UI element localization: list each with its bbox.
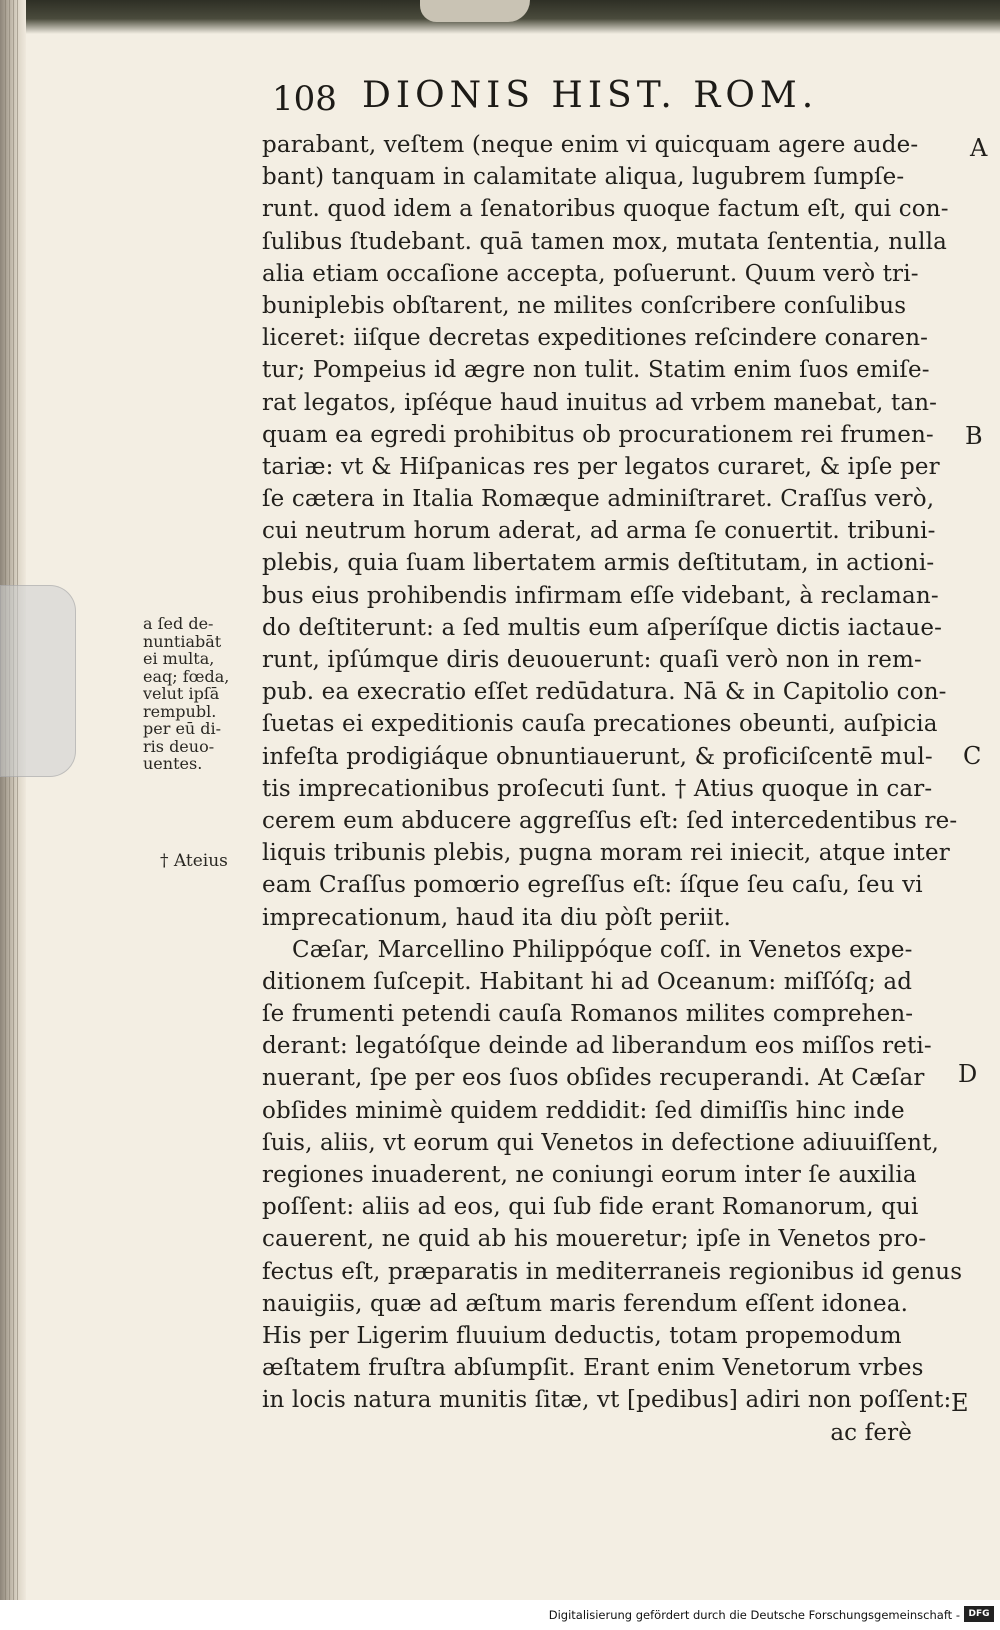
text-line: regiones inuaderent, ne coniungi eorum inter ſe auxilia bbox=[262, 1162, 917, 1188]
text-line: eam Craſſus pomœrio egreſſus eſt: íſque ſeu caſu, ſeu vi bbox=[262, 872, 923, 899]
text-line: cauerent, ne quid ab his moueretur; ipſe in Venetos pro- bbox=[262, 1226, 927, 1253]
text-line: fectus eſt, præparatis in mediterraneis regionibus id genus bbox=[262, 1258, 963, 1285]
text-line: tis imprecationibus proſecuti ſunt. † Atius quoque in car- bbox=[262, 775, 933, 802]
marginal-line: a ſed de- bbox=[143, 614, 214, 633]
text-line: quam ea egredi prohibitus ob procurationem rei frumen- bbox=[262, 421, 934, 448]
text-line: bant) tanquam in calamitate aliqua, lugubrem ſumpſe- bbox=[262, 164, 905, 191]
text-line: liquis tribunis plebis, pugna moram rei iniecit, atque inter bbox=[262, 840, 950, 867]
marginal-line: uentes. bbox=[143, 754, 203, 773]
footer-credit: Digitalisierung gefördert durch die Deutsche Forschungsgemeinschaft - bbox=[548, 1608, 960, 1622]
main-text bbox=[262, 129, 962, 1449]
running-title: DIONIS HIST. ROM. bbox=[362, 75, 819, 116]
marginal-line: rempubl. bbox=[143, 701, 217, 721]
text-line: runt. quod idem a ſenatoribus quoque factum eſt, qui con- bbox=[262, 196, 949, 223]
text-line: buniplebis obſtarent, ne milites conſcribere conſulibus bbox=[262, 292, 907, 319]
text-line: ſuis, aliis, vt eorum qui Venetos in defectione adiuuiſſent, bbox=[262, 1129, 939, 1156]
page-top-edge bbox=[0, 0, 1000, 34]
text-line: do deſtiterunt: a ſed multis eum aſperíſque dictis iactaue- bbox=[262, 614, 943, 641]
text-line: infeſta prodigiáque obnuntiauerunt, & proficiſcentē mul- bbox=[262, 743, 933, 770]
section-letter-b: B bbox=[965, 422, 983, 450]
text-line: runt, ipſúmque diris deuouerunt: quaſi verò non in rem- bbox=[262, 647, 922, 673]
text-line: derant: legatóſque deinde ad liberandum eos miſſos reti- bbox=[262, 1033, 932, 1060]
page-clip bbox=[0, 585, 76, 777]
marginal-line: eaq; fœda, bbox=[143, 666, 230, 686]
text-line: in locis natura munitis ſitæ, vt [pedibus] adiri non poſſent: bbox=[262, 1387, 952, 1414]
text-line: parabant, veſtem (neque enim vi quicquam agere aude- bbox=[262, 132, 919, 158]
footer-bar bbox=[0, 1600, 1000, 1630]
marginal-line: ris deuo- bbox=[143, 736, 215, 756]
text-line: nauigiis, quæ ad æſtum maris ferendum eſſent idonea. bbox=[262, 1290, 909, 1317]
text-line: obſides minimè quidem reddidit: ſed dimiſſis hinc inde bbox=[262, 1097, 905, 1124]
text-line: ſulibus ſtudebant. quā tamen mox, mutata ſententia, nulla bbox=[262, 228, 947, 255]
page-number: 108 bbox=[272, 79, 337, 119]
section-letter-c: C bbox=[963, 742, 982, 770]
text-line: ſe frumenti petendi cauſa Romanos milites comprehen- bbox=[262, 1001, 914, 1028]
text-line: Cæſar, Marcellino Philippóque coſſ. in Venetos expe- bbox=[292, 936, 913, 963]
text-line: poſſent: aliis ad eos, qui ſub fide erant Romanorum, qui bbox=[262, 1194, 919, 1221]
marginal-line: ei multa, bbox=[143, 649, 215, 668]
marginal-note bbox=[143, 615, 258, 773]
text-line: alia etiam occaſione accepta, poſuerunt. Quum verò tri- bbox=[262, 260, 919, 287]
text-line: imprecationum, haud ita diu pòſt periit. bbox=[262, 904, 732, 931]
catchword: ac ferè bbox=[830, 1419, 912, 1446]
text-line: ſe cætera in Italia Romæque adminiſtraret. Craſſus verò, bbox=[262, 486, 935, 513]
dfg-logo: DFG bbox=[964, 1606, 994, 1622]
text-line: ditionem ſuſcepit. Habitant hi ad Oceanum: miſſóſq; ad bbox=[262, 968, 913, 995]
section-letter-a: A bbox=[970, 134, 988, 162]
section-letter-e: E bbox=[951, 1389, 969, 1417]
marginal-line: nuntiabāt bbox=[143, 631, 222, 651]
text-line: pub. ea execratio eſſet redūdatura. Nā & in Capitolio con- bbox=[262, 679, 947, 706]
text-line: bus eius prohibendis infirmam eſſe videbant, à reclaman- bbox=[262, 582, 939, 609]
text-line: tariæ: vt & Hiſpanicas res per legatos curaret, & ipſe per bbox=[262, 453, 940, 480]
marginal-line: velut ipſā bbox=[143, 684, 220, 703]
section-letter-d: D bbox=[958, 1060, 978, 1088]
text-line: æſtatem fruſtra abſumpſit. Erant enim Venetorum vrbes bbox=[262, 1355, 924, 1382]
text-line: cerem eum abducere aggreſſus eſt: ſed intercedentibus re- bbox=[262, 807, 958, 834]
marginal-note-ateius: † Ateius bbox=[160, 851, 228, 871]
text-line: nuerant, ſpe per eos ſuos obſides recuperandi. At Cæſar bbox=[262, 1065, 925, 1092]
marginal-line: per eū di- bbox=[143, 719, 222, 738]
text-line: His per Ligerim fluuium deductis, totam propemodum bbox=[262, 1322, 902, 1349]
text-line: plebis, quia ſuam libertatem armis deſtitutam, in actioni- bbox=[262, 550, 935, 577]
text-line: tur; Pompeius id ægre non tulit. Statim enim ſuos emiſe- bbox=[262, 357, 930, 384]
book-spine bbox=[0, 0, 26, 1600]
text-line: liceret: iiſque decretas expeditiones reſcindere conaren- bbox=[262, 325, 929, 352]
text-line: rat legatos, ipſéque haud inuitus ad vrbem manebat, tan- bbox=[262, 389, 938, 416]
text-line: ſuetas ei expeditionis cauſa precationes obeunti, auſpicia bbox=[262, 711, 938, 738]
text-line: cui neutrum horum aderat, ad arma ſe conuertit. tribuni- bbox=[262, 518, 936, 545]
page-header bbox=[267, 75, 867, 125]
